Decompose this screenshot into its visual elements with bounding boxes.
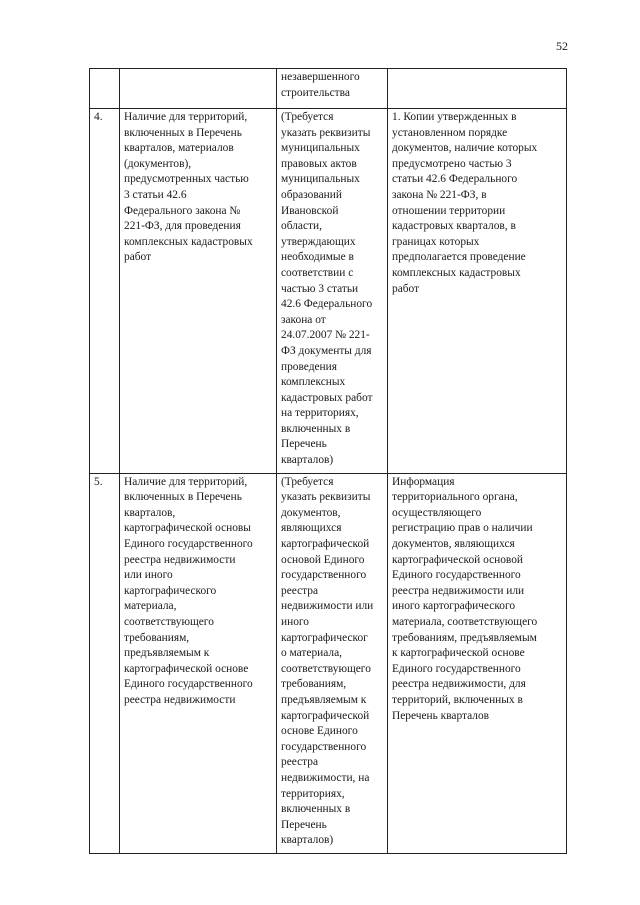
documents-cell: Информация территориального органа, осуществляющего регистрацию прав о наличии документов, являющихся картографической основой Единого государственного реестра недвижимости или иного картографического материала, соответствующего требованиям, предъявляемым к картографической основе Единого государственного реестра недвижимости, для территорий, включенных в Перечень кварталов <box>388 473 567 853</box>
criterion-cell: Наличие для территорий, включенных в Перечень кварталов, материалов (документов), предусмотренных частью 3 статьи 42.6 Федерального закона № 221-ФЗ, для проведения комплексных кадастровых работ <box>120 109 277 474</box>
table-row <box>90 473 567 853</box>
criterion-cell: Наличие для территорий, включенных в Перечень кварталов, картографической основы Единого государственного реестра недвижимости или иного картографического материала, соответствующего требованиям, предъявляемым к картографической основе Единого государственного реестра недвижимости <box>120 473 277 853</box>
table-row <box>90 109 567 474</box>
criteria-table <box>89 68 567 854</box>
documents-cell <box>388 69 567 109</box>
row-number-cell <box>90 69 120 109</box>
row-number-cell: 5. <box>90 473 120 853</box>
requirement-cell: (Требуется указать реквизиты муниципальных правовых актов муниципальных образований Ивановской области, утверждающих необходимые в соответствии с частью 3 статьи 42.6 Федерального закона от 24.07.2007 № 221- ФЗ документы для проведения комплексных кадастровых работ на территориях, включенных в Перечень кварталов) <box>277 109 388 474</box>
requirement-cell: незавершенного строительства <box>277 69 388 109</box>
criterion-cell <box>120 69 277 109</box>
table-row-continuation <box>90 69 567 109</box>
documents-cell: 1. Копии утвержденных в установленном порядке документов, наличие которых предусмотрено частью 3 статьи 42.6 Федерального закона № 221-ФЗ, в отношении территории кадастровых кварталов, в границах которых предполагается проведение комплексных кадастровых работ <box>388 109 567 474</box>
requirement-cell: (Требуется указать реквизиты документов, являющихся картографической основой Единого государственного реестра недвижимости или иного картографическог о материала, соответствующего требованиям, предъявляемым к картографической основе Единого государственного реестра недвижимости, на территориях, включенных в Перечень кварталов) <box>277 473 388 853</box>
page-number: 52 <box>556 39 568 53</box>
row-number-cell: 4. <box>90 109 120 474</box>
